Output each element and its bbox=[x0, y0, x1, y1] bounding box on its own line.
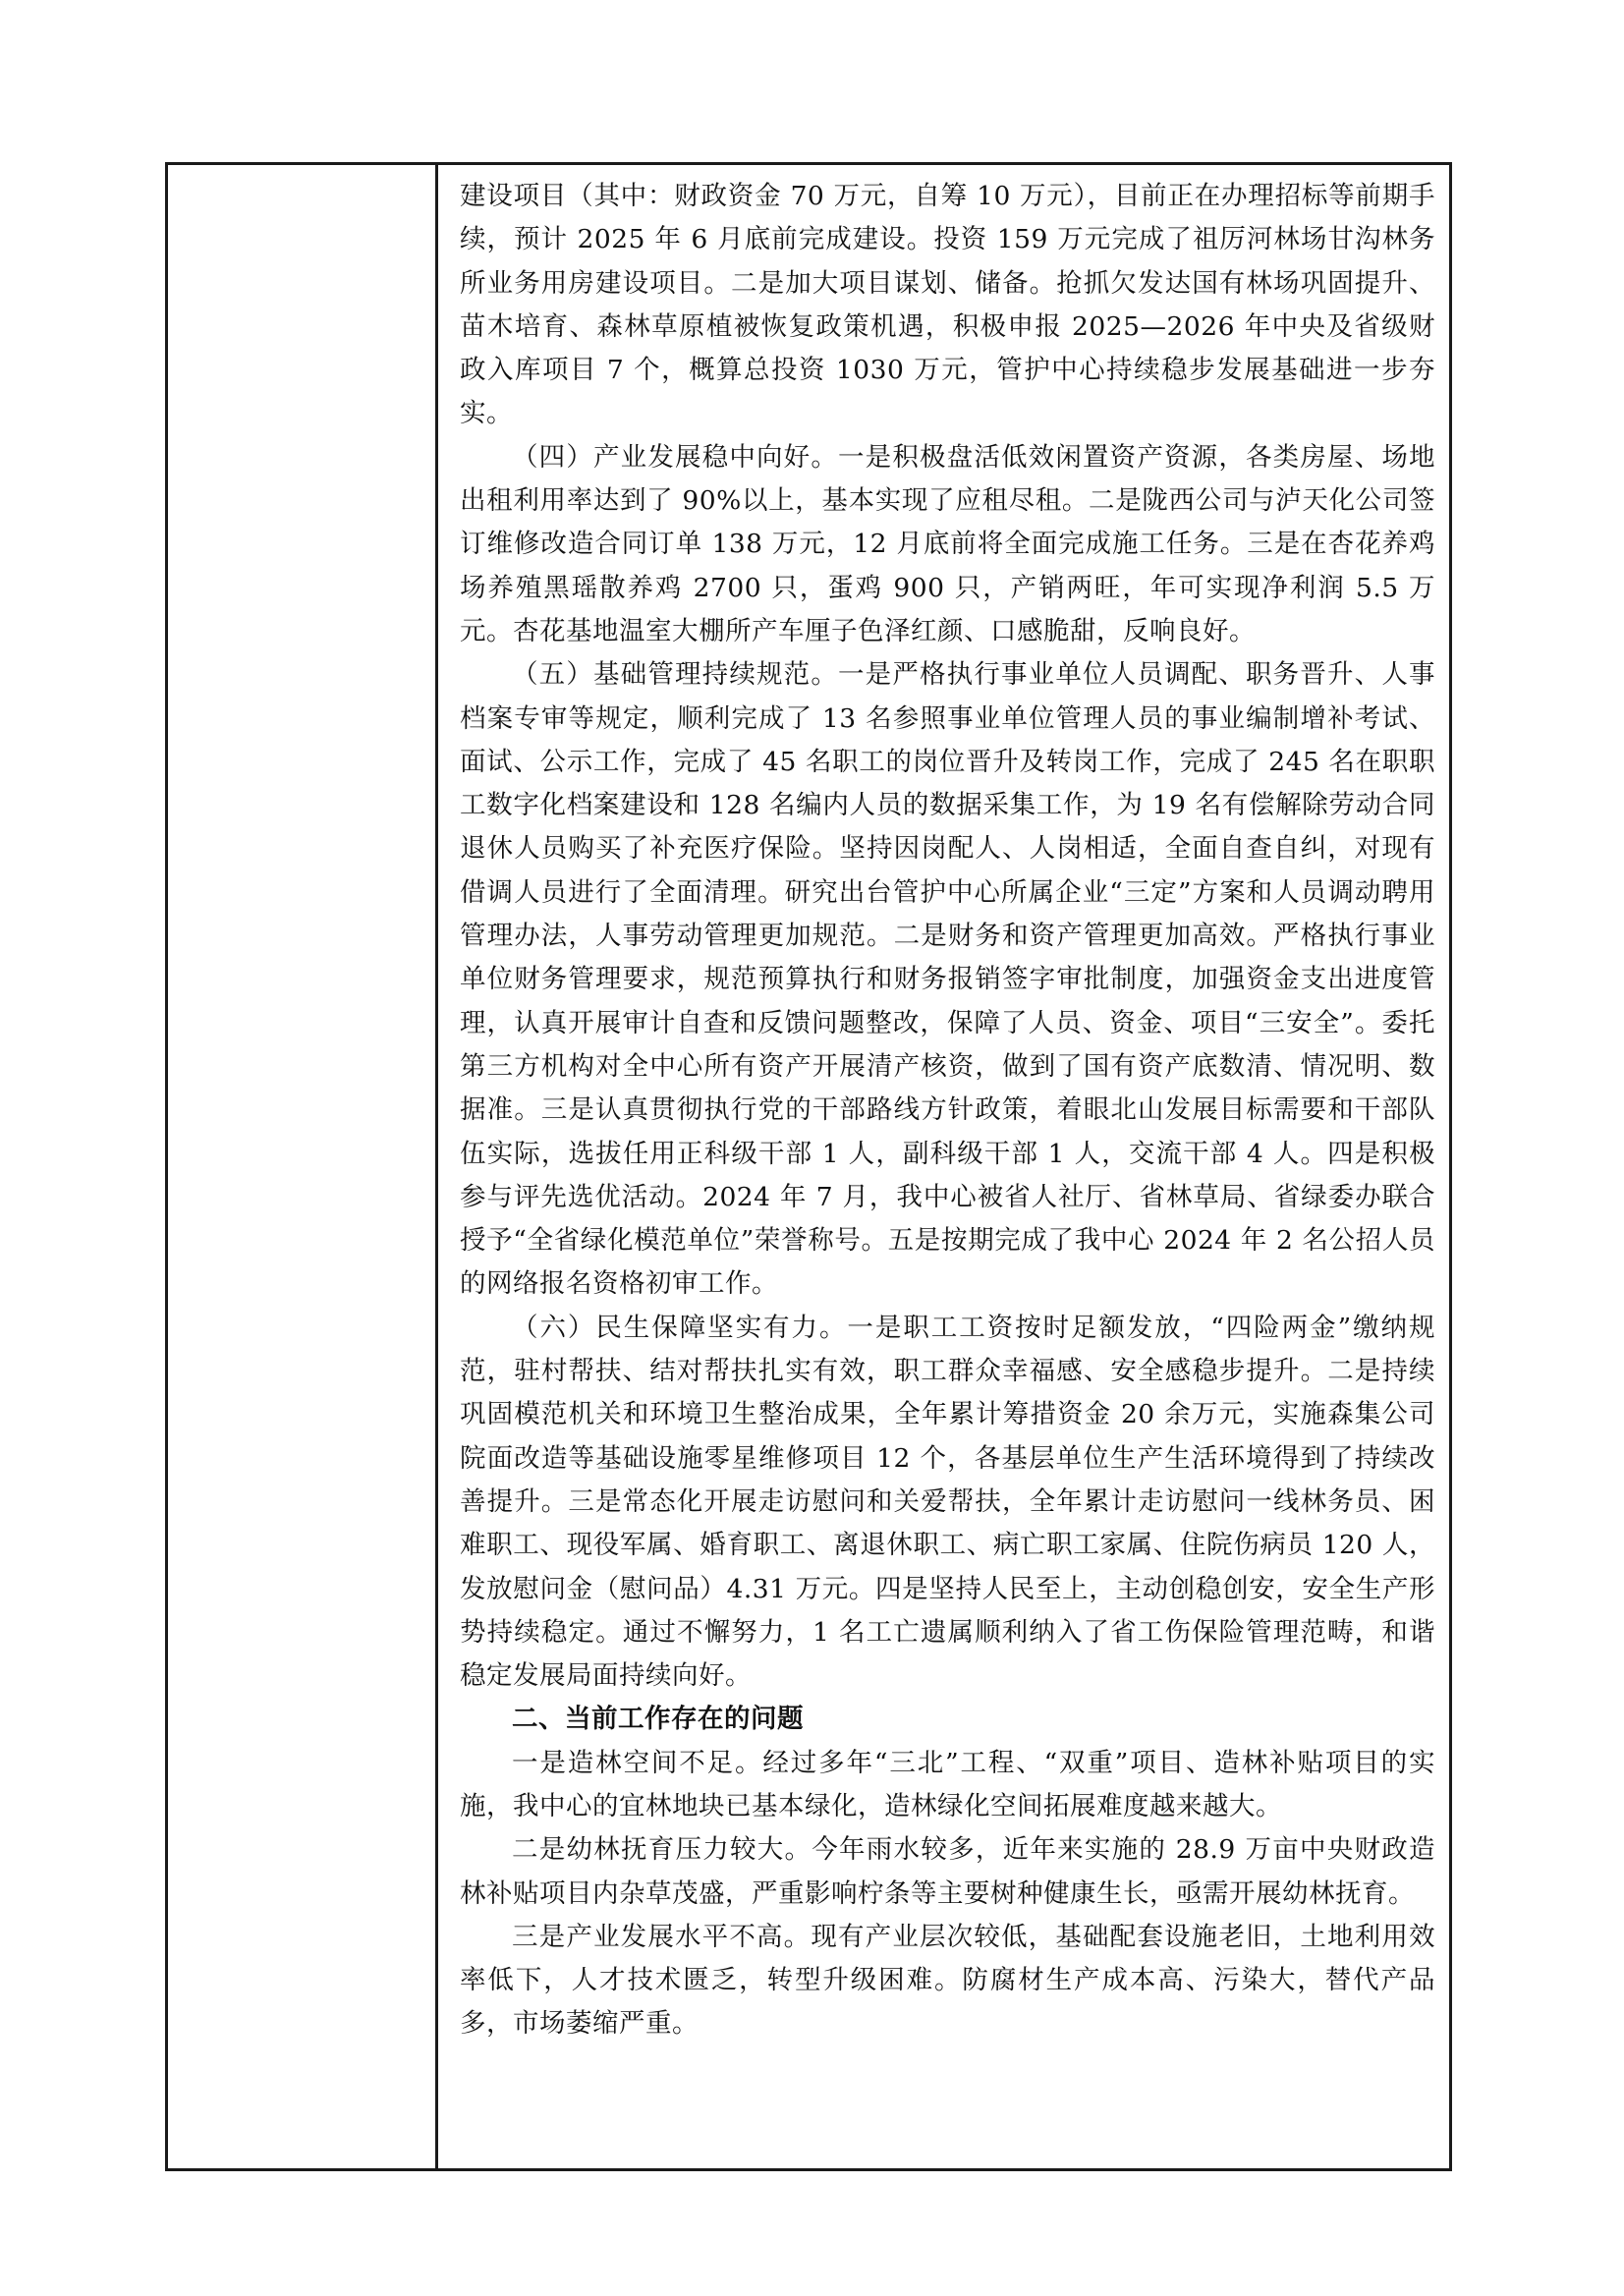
paragraph-problem-3: 三是产业发展水平不高。现有产业层次较低，基础配套设施老旧，土地利用效率低下，人才技术匮乏，转型升级困难。防腐材生产成本高、污染大，替代产品多，市场萎缩严重。 bbox=[460, 1921, 1435, 2040]
paragraph-basic-management: （五）基础管理持续规范。一是严格执行事业单位人员调配、职务晋升、人事档案专审等规定，顺利完成了 13 名参照事业单位管理人员的事业编制增补考试、面试、公示工作，完成了 45 名职工的岗位晋升及转岗工作，完成了 245 名在职职工数字化档案建设和 128 名编内人员的数据采集工作，为 19 名有偿解除劳动合同退休人员购买了补充医疗保险。坚持因岗配人、人岗相适，全面自查自纠，对现有借调人员进行了全面清理。研究出台管护中心所属企业“三定”方案和人员调动聘用管理办法，人事劳动管理更加规范。二是财务和资产管理更加高效。严格执行事业单位财务管理要求，规范预算执行和财务报销签字审批制度，加强资金支出进度管理，认真开展审计自查和反馈问题整改，保障了人员、资金、项目“三安全”。委托第三方机构对全中心所有资产开展清产核资，做到了国有资产底数清、情况明、数据准。三是认真贯彻执行党的干部路线方针政策，着眼北山发展目标需要和干部队伍实际，选拔任用正科级干部 1 人，副科级干部 1 人，交流干部 4 人。四是积极参与评先选优活动。2024 年 7 月，我中心被省人社厅、省林草局、省绿委办联合授予“全省绿化模范单位”荣誉称号。五是按期完成了我中心 2024 年 2 名公招人员的网络报名资格初审工作。 bbox=[460, 659, 1435, 1300]
paragraph-problem-2: 二是幼林抚育压力较大。今年雨水较多，近年来实施的 28.9 万亩中央财政造林补贴项目内杂草茂盛，严重影响柠条等主要树种健康生长，亟需开展幼林抚育。 bbox=[460, 1834, 1435, 1909]
paragraph-industry-development: （四）产业发展稳中向好。一是积极盘活低效闲置资产资源，各类房屋、场地出租利用率达到了 90%以上，基本实现了应租尽租。二是陇西公司与泸天化公司签订维修改造合同订单 138 万元，12 月底前将全面完成施工任务。三是在杏花养鸡场养殖黑瑶散养鸡 2700 只，蛋鸡 900 只，产销两旺，年可实现净利润 5.5 万元。杏花基地温室大棚所产车厘子色泽红颜、口感脆甜，反响良好。 bbox=[460, 441, 1435, 646]
paragraph-livelihood-security: （六）民生保障坚实有力。一是职工工资按时足额发放，“四险两金”缴纳规范，驻村帮扶、结对帮扶扎实有效，职工群众幸福感、安全感稳步提升。二是持续巩固模范机关和环境卫生整治成果，全年累计筹措资金 20 余万元，实施森集公司院面改造等基础设施零星维修项目 12 个，各基层单位生产生活环境得到了持续改善提升。三是常态化开展走访慰问和关爱帮扶，全年累计走访慰问一线林务员、困难职工、现役军属、婚育职工、离退休职工、病亡职工家属、住院伤病员 120 人，发放慰问金（慰问品）4.31 万元。四是坚持人民至上，主动创稳创安，安全生产形势持续稳定。通过不懈努力，1 名工亡遗属顺利纳入了省工伤保险管理范畴，和谐稳定发展局面持续向好。 bbox=[460, 1312, 1435, 1692]
paragraph-problem-1: 一是造林空间不足。经过多年“三北”工程、“双重”项目、造林补贴项目的实施，我中心的宜林地块已基本绿化，造林绿化空间拓展难度越来越大。 bbox=[460, 1747, 1435, 1821]
left-label-cell bbox=[168, 165, 438, 2168]
paragraph-continuation: 建设项目（其中：财政资金 70 万元，自筹 10 万元），目前正在办理招标等前期手续，预计 2025 年 6 月底前完成建设。投资 159 万元完成了祖厉河林场甘沟林务所业务用房建设项目。二是加大项目谋划、储备。抢抓欠发达国有林场巩固提升、苗木培育、森林草原植被恢复政策机遇，积极申报 2025—2026 年中央及省级财政入库项目 7 个，概算总投资 1030 万元，管护中心持续稳步发展基础进一步夯实。 bbox=[460, 181, 1436, 429]
section-heading-problems: 二、当前工作存在的问题 bbox=[512, 1704, 804, 1735]
content-cell bbox=[438, 165, 1449, 2168]
report-form-table bbox=[165, 162, 1452, 2171]
